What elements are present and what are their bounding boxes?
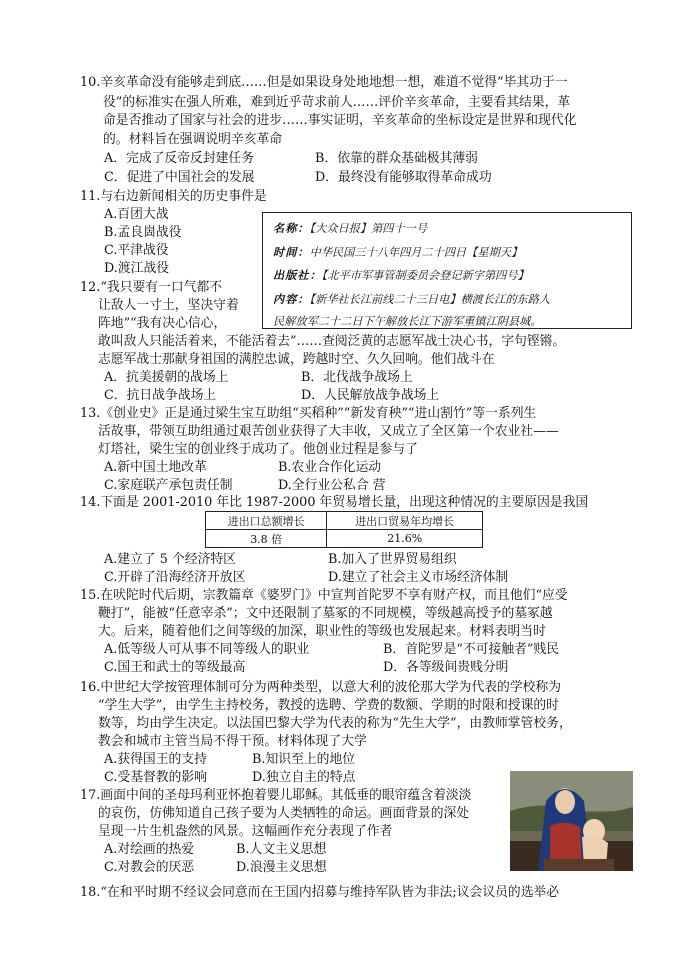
- q15-line-3: 大。后来，随着他们之间等级的加深，职业性的等级也发展起来。材料表明当时: [98, 624, 546, 639]
- news-content-row-2: [273, 311, 623, 334]
- q16-option-a[interactable]: A.获得国王的支持: [104, 752, 207, 767]
- q12-line-5: 志愿军战士那献身祖国的满腔忠诚，跨越时空、久久回响。他们战斗在: [98, 352, 495, 367]
- q16-line-4: 教会和城市主管当局不得干预。材料体现了大学: [98, 734, 367, 749]
- q11-option-d[interactable]: D.渡江战役: [104, 261, 170, 276]
- q18-stem: 18.“在和平时期不经议会同意而在王国内招募与维持军队皆为非法;议会议员的选举必: [80, 885, 560, 900]
- q15-option-b[interactable]: B．首陀罗是“不可接触者”贱民: [383, 642, 560, 657]
- q15-option-c[interactable]: C.国王和武士的等级最高: [104, 660, 246, 675]
- q10-line-3: 命是否推动了国家与社会的进步……事实证明，辛亥革命的坐标设定是世界和现代化: [103, 113, 577, 128]
- q11-stem: 11.与右边新闻相关的历史事件是: [80, 189, 267, 204]
- q11-option-c[interactable]: C.平津战役: [104, 243, 169, 258]
- news-content-row: [273, 288, 623, 312]
- q12-option-d[interactable]: D．人民解放战争战场上: [301, 388, 440, 403]
- q13-option-a[interactable]: A.新中国土地改革: [104, 460, 207, 475]
- q16-option-d[interactable]: D.独立自主的特点: [252, 770, 356, 785]
- q17-option-b[interactable]: B.人文主义思想: [236, 842, 327, 857]
- news-time-label: 时间：: [273, 244, 310, 259]
- q12-line-3: 阵地”“我有决心信心，: [98, 316, 227, 331]
- q17-option-c[interactable]: C.对教会的厌恶: [104, 860, 195, 875]
- q10-option-c[interactable]: C．促进了中国社会的发展: [104, 170, 255, 185]
- q13-line-3: 灯塔社，梁生宝的创业终于成功了。他创业过程是参与了: [98, 442, 418, 457]
- q14-stem: 14.下面是 2001-2010 年比 1987-2000 年贸易增长量，出现这种情况的主要原因是我国: [80, 495, 589, 510]
- trade-table-header: 进出口贸易年均增长: [327, 512, 483, 530]
- q10-line-1: 10.辛亥革命没有能够走到底……但是如果设身处地地想一想，难道不觉得“毕其功于一: [80, 75, 568, 90]
- trade-table-header-row: [206, 512, 483, 530]
- q10-option-b[interactable]: B．依靠的群众基础极其薄弱: [315, 151, 478, 166]
- news-publisher-label: 出版社：: [273, 268, 322, 282]
- news-time-value: 中华民国三十八年四月二十四日【星期天】: [309, 245, 523, 259]
- news-name-row: [273, 217, 623, 241]
- q17-line-1: 17.画面中间的圣母玛利亚怀抱着婴儿耶稣。其低垂的眼帘蕴含着淡淡: [80, 788, 472, 803]
- news-content-label: 内容：: [273, 291, 310, 306]
- news-content-value-2: 民解放军二十二日下午解放长江下游军重镇江阴县城。: [273, 315, 542, 328]
- q15-line-1: 15.在吠陀时代后期，宗教篇章《婆罗门》中宣判首陀罗不享有财产权，而且他们“应受: [80, 588, 568, 603]
- q11-option-b[interactable]: B.孟良崮战役: [104, 225, 182, 240]
- q12-option-a[interactable]: A．抗美援朝的战场上: [104, 370, 229, 385]
- q13-option-d[interactable]: D.全行业公私合 营: [278, 478, 386, 493]
- q12-option-c[interactable]: C．抗日战争战场上: [104, 388, 217, 403]
- news-name-label: 名称：: [273, 221, 310, 235]
- q13-line-2: 活故事，带领互助组通过艰苦创业获得了大丰收，又成立了全区第一个农业社——: [98, 424, 559, 439]
- q16-option-c[interactable]: C.受基督教的影响: [104, 770, 207, 785]
- q16-line-2: “学生大学”，由学生主持校务，教授的选聘、学费的数额、学期的时限和授课的时: [98, 698, 559, 713]
- q14-option-b[interactable]: B.加入了世界贸易组织: [328, 552, 457, 567]
- q17-line-2: 的哀伤，仿佛知道自己孩子要为人类牺牲的命运。画面背景的深处: [98, 806, 470, 821]
- q13-option-c[interactable]: C.家庭联产承包责任制: [104, 478, 233, 493]
- trade-table-header: 进出口总额增长: [206, 512, 327, 530]
- news-content-value-1: 【新华社长江前线二十三日电】横渡长江的东路人: [309, 292, 551, 306]
- q10-option-a[interactable]: A．完成了反帝反封建任务: [104, 151, 255, 166]
- trade-table-cell: 21.6%: [327, 530, 483, 548]
- q10-line-4: 的。材料旨在强调说明辛亥革命: [103, 132, 283, 147]
- news-publisher-value: 【北平市军事管制委员会登记新字第四号】: [321, 269, 529, 282]
- news-time-row: [273, 241, 623, 265]
- q11-option-a[interactable]: A.百团大战: [104, 207, 169, 222]
- q13-line-1: 13.《创业史》正是通过梁生宝互助组“买稻种”“新发育秧”“进山割竹”等一系列生: [80, 406, 537, 421]
- q17-option-d[interactable]: D.浪漫主义思想: [236, 860, 327, 875]
- madonna-painting-svg: [510, 771, 633, 871]
- news-publisher-row: [273, 264, 623, 288]
- q17-line-3: 呈现一片生机盎然的风景。这幅画作充分表现了作者: [98, 824, 393, 839]
- trade-table-value-row: [206, 530, 483, 548]
- q12-option-b[interactable]: B．北伐战争战场上: [301, 370, 413, 385]
- q14-option-d[interactable]: D.建立了社会主义市场经济体制: [328, 570, 509, 585]
- trade-table-cell: 3.8 倍: [206, 530, 327, 548]
- q16-option-b[interactable]: B.知识至上的地位: [252, 752, 356, 767]
- news-name-value: 【大众日报】第四十一号: [309, 222, 428, 235]
- q12-line-4: 敢叫敌人只能活着来，不能活着去”……查阅泛黄的志愿军战士决心书，字句铿锵。: [98, 334, 566, 349]
- trade-table: [205, 511, 483, 548]
- q15-option-d[interactable]: D．各等级间贵贱分明: [383, 660, 509, 675]
- q15-line-2: 鞭打”，能被“任意宰杀”；文中还限制了墓冢的不同规模，等级越高授予的墓冢越: [98, 606, 553, 621]
- q16-line-3: 数等，均由学生决定。以法国巴黎大学为代表的称为“先生大学”，由教师掌管校务，: [98, 716, 572, 731]
- q14-option-a[interactable]: A.建立了 5 个经济特区: [104, 552, 236, 567]
- q15-option-a[interactable]: A.低等级人可从事不同等级人的职业: [104, 642, 310, 657]
- madonna-painting-image: [510, 771, 633, 871]
- q17-option-a[interactable]: A.对绘画的热爱: [104, 842, 195, 857]
- q14-option-c[interactable]: C.开辟了沿海经济开放区: [104, 570, 246, 585]
- q10-line-2: 役”的标准实在强人所难，难到近乎苛求前人……评价辛亥革命，主要看其结果，革: [103, 95, 571, 110]
- news-clipping-box: [262, 212, 632, 329]
- q12-line-1: 12.“我只要有一口气都不: [80, 280, 223, 295]
- q13-option-b[interactable]: B.农业合作化运动: [278, 460, 382, 475]
- q12-line-2: 让敌人一寸土，坚决守着: [98, 298, 239, 313]
- q16-line-1: 16.中世纪大学按管理体制可分为两种类型，以意大利的波伦那大学为代表的学校称为: [80, 680, 562, 695]
- q10-option-d[interactable]: D．最终没有能够取得革命成功: [315, 170, 492, 185]
